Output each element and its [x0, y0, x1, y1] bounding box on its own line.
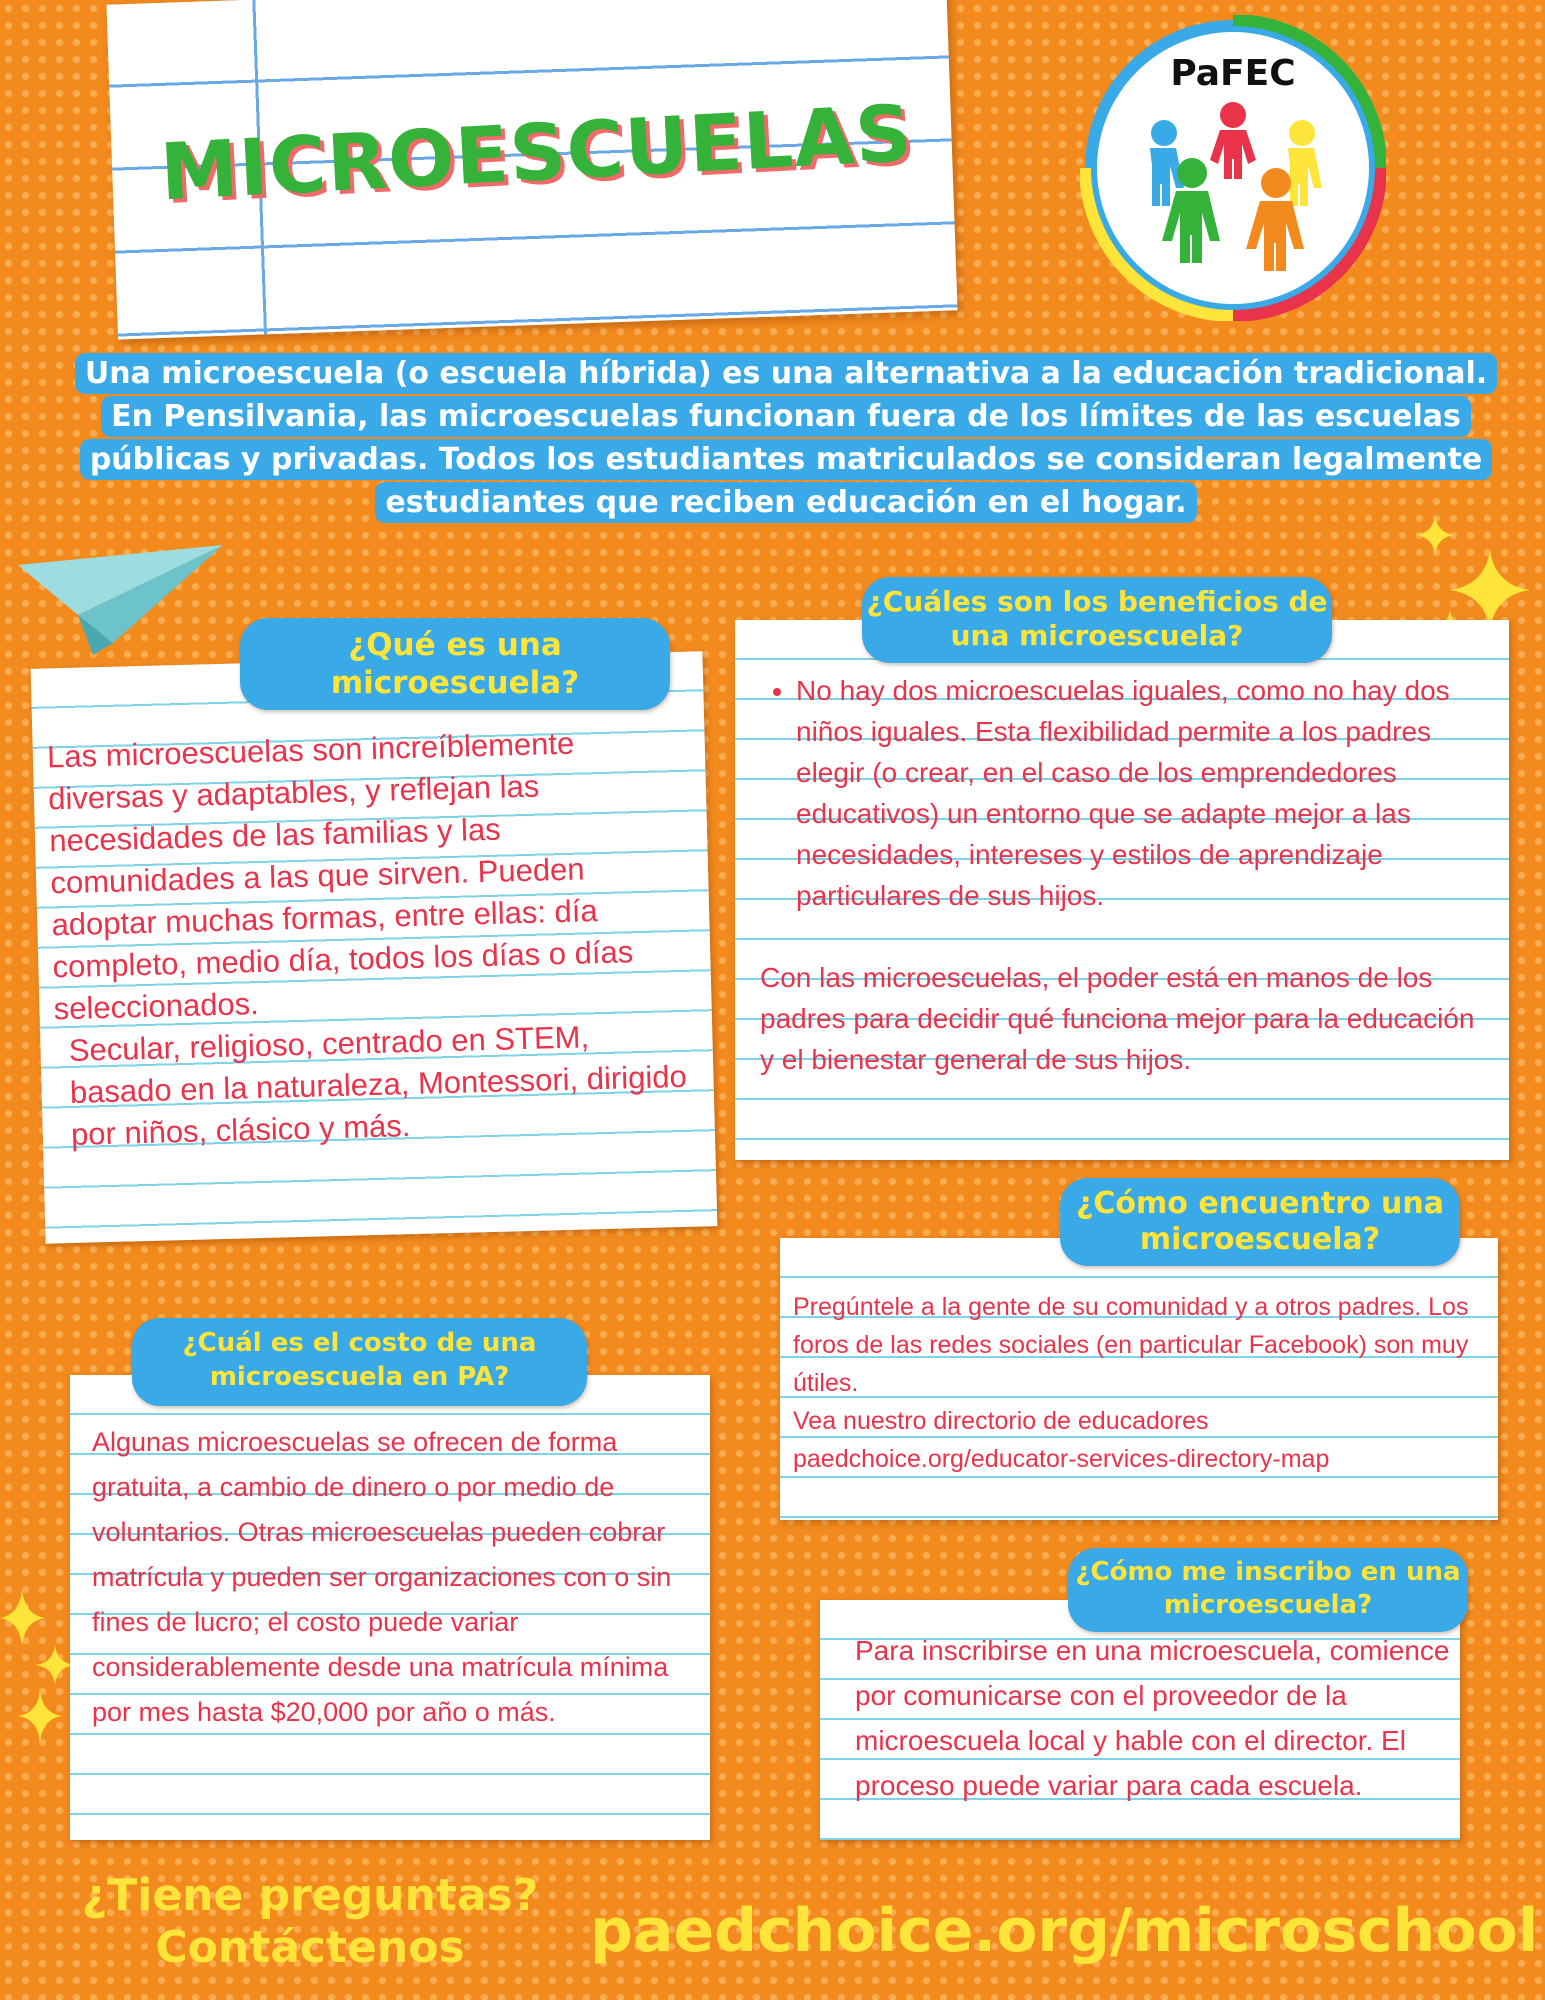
- questions-text: ¿Tiene preguntas?: [81, 1870, 539, 1921]
- sparkle-icon: [0, 1585, 80, 1755]
- pafec-logo: [1080, 15, 1386, 321]
- contact-block: [60, 1870, 560, 1974]
- benefits-bullet: • No hay dos microescuelas iguales, como no hay dos niños iguales. Esta flexibilidad permite a los padres elegir (o crear, en el caso de los emprendedores educativos) un entorno que se adapte mejor a las necesidades, intereses y estilos de aprendizaje particulares de sus hijos.: [796, 670, 1495, 916]
- page-title: MICROESCUELAS: [158, 89, 915, 219]
- find-body: Pregúntele a la gente de su comunidad y a otros padres. Los foros de las redes sociales (en particular Facebook) son muy útiles. Vea nuestro directorio de educadores paedchoice.org/educator-services-directory-map: [793, 1288, 1493, 1478]
- find-heading: ¿Cómo encuentro una microescuela?: [1060, 1178, 1460, 1266]
- what-heading: ¿Qué es una microescuela?: [240, 618, 670, 710]
- enroll-body: Para inscribirse en una microescuela, comience por comunicarse con el proveedor de la microescuela local y hable con el director. El proceso puede variar para cada escuela.: [855, 1635, 1450, 1801]
- intro-text: Una microescuela (o escuela híbrida) es una alternativa a la educación tradicional. En Pensilvania, las microescuelas funcionan fuera de los límites de las escuelas públicas y privadas. Todos los estudiantes matriculados se consideran legalmente estudiantes que reciben educación en el hogar.: [66, 352, 1506, 524]
- contact-link[interactable]: Contáctenos: [155, 1922, 465, 1973]
- what-body: Las microescuelas son increíblemente diversas y adaptables, y reflejan las necesidades de las familias y las comunidades a las que sirven. Pueden adoptar muchas formas, entre ellas: día completo, medio día, todos los días o días seleccionados. Secular, religioso, centrado en STEM, basado en la naturaleza, Montessori, dirigido por niños, clásico y más.: [46, 725, 688, 1152]
- footer-url[interactable]: paedchoice.org/microschool: [590, 1896, 1539, 1966]
- enroll-heading: ¿Cómo me inscribo en una microescuela?: [1068, 1548, 1468, 1632]
- benefits-heading: ¿Cuáles son los beneficios de una microescuela?: [862, 577, 1332, 663]
- cost-body: Algunas microescuelas se ofrecen de forma gratuita, a cambio de dinero o por medio de voluntarios. Otras microescuelas pueden cobrar matrícula y pueden ser organizaciones con o sin fines de lucro; el costo puede variar considerablemente desde una matrícula mínima por mes hasta $20,000 por año o más.: [92, 1427, 672, 1727]
- directory-link[interactable]: paedchoice.org/educator-services-directory-map: [793, 1445, 1330, 1473]
- paper-plane-icon: [18, 545, 228, 655]
- benefits-body: • No hay dos microescuelas iguales, como no hay dos niños iguales. Esta flexibilidad permite a los padres elegir (o crear, en el caso de los emprendedores educativos) un entorno que se adapte mejor a las necesidades, intereses y estilos de aprendizaje particulares de sus hijos. Con las microescuelas, el poder está en manos de los padres para decidir qué funciona mejor para la educación y el bienestar general de sus hijos.: [760, 670, 1495, 1080]
- logo-text: PaFEC: [1170, 53, 1296, 94]
- cost-heading: ¿Cuál es el costo de una microescuela en PA?: [132, 1318, 587, 1406]
